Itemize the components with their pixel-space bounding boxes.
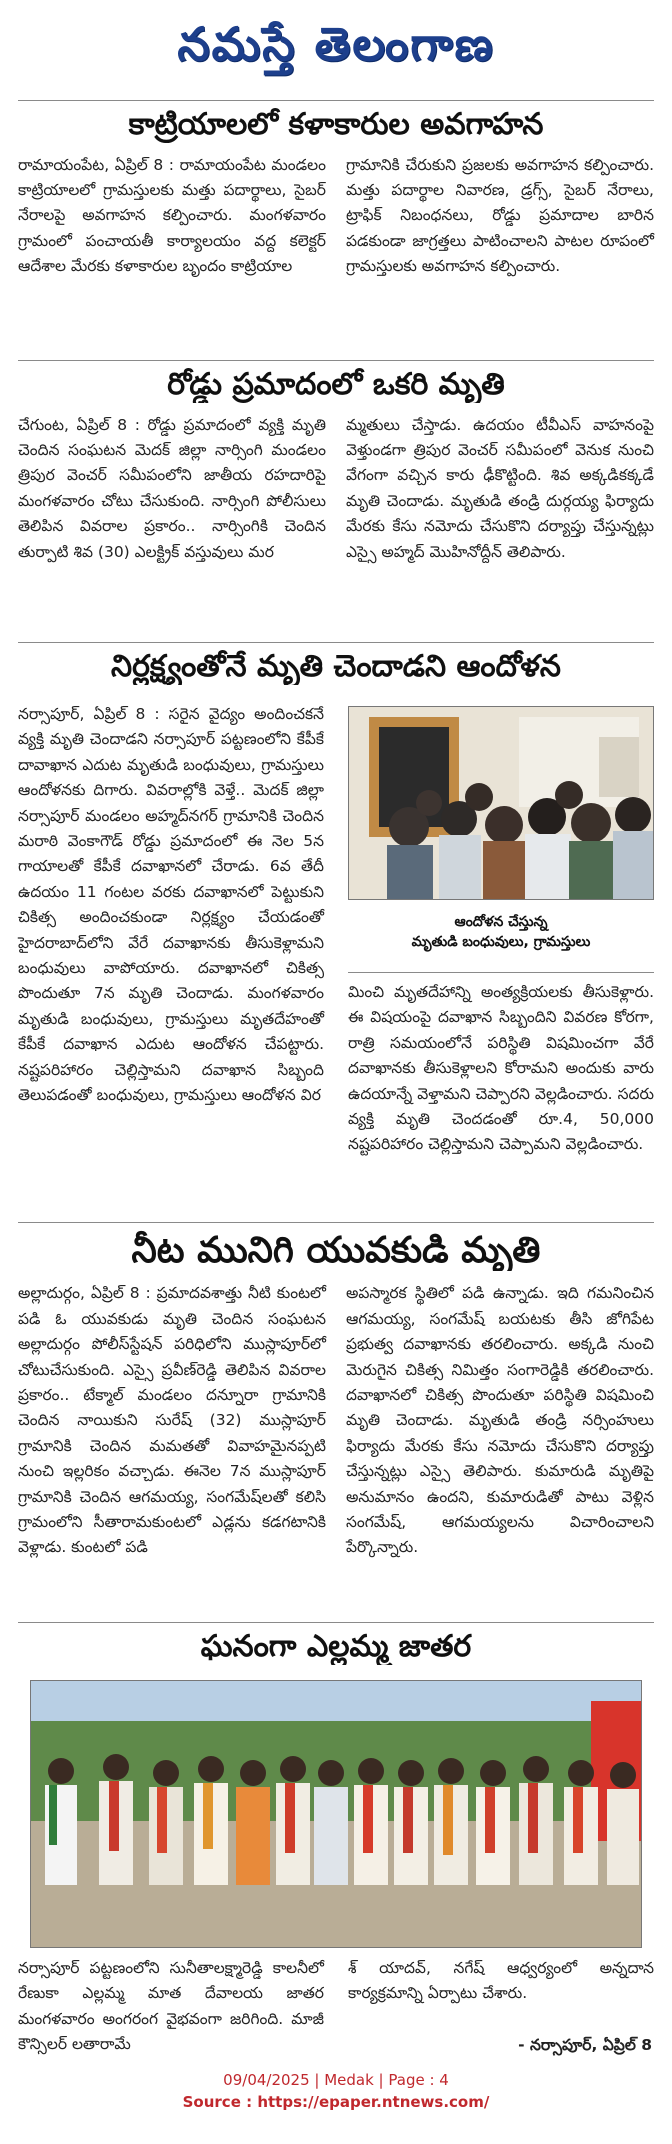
- article-column-2: మ్మతులు చేస్తాడు. ఉదయం టీవీఎస్ వాహనంపై వెళ్తుండగా త్రిపుర వెంచర్ సమీపంలో వెనుక నుంచి వేగంగా వచ్చిన కారు ఢీకొట్టింది. శివ అక్కడికక్కడే మృతి చెందాడు. మృతుడి తండ్రి దుర్గయ్య ఫిర్యాదు మేరకు కేసు నమోదు చేసుకొని దర్యాప్తు చేస్తున్నట్లు ఎస్సై అహ్మద్ మొహినోద్దీన్ తెలిపారు.: [346, 415, 654, 561]
- headline: నిర్లక్ష్యంతోనే మృతి చెందాడని ఆందోళన: [111, 650, 561, 684]
- article-column-1: నర్సాపూర్, ఏప్రిల్ 8 : సరైన వైద్యం అందించకనే వ్యక్తి మృతి చెందాడని నర్సాపూర్ పట్టణంలోని కేపీకే దావాఖాన ఎదుట మృతుడి బంధువులు, గ్రామస్తులు ఆందోళనకు దిగారు. వివరాల్లోకి వెళ్తే.. మెదక్ జిల్లా నర్సాపూర్ మండలం అహ్మద్‌నగర్ గ్రామానికి చెందిన మరాఠి వెంకాగౌడ్ రోడ్డు ప్రమాదంలో ఈ నెల 5న గాయాలతో కేపీకే దవాఖానలో చేరాడు. 6వ తేదీ ఉదయం 11 గంటల వరకు దవాఖానలో పెట్టుకుని చికిత్స అందించకుండా నిర్లక్ష్యం చేయడంతో హైదరాబాద్‌లోని వేరే దవాఖానకు తీసుకెళ్లామని బంధువులు వాపోయారు. దవాఖానలో చికిత్స పొందుతూ 7న మృతి చెందాడు. మంగళవారం మృతుడి బంధువులు, గ్రామస్తులు మృతదేహంతో కేపీకే దవాఖాన ఎదుట ఆందోళన చేపట్టారు. నష్టపరిహారం చెల్లిస్తామని దవాఖాన సిబ్బంది తెలుపడంతో బంధువులు, గ్రామస్తులు ఆందోళన విర: [18, 705, 324, 1105]
- article-column-2: శ్ యాదవ్, నగేష్ ఆధ్వర్యంలో అన్నదాన కార్యక్రమాన్ని ఏర్పాటు చేశారు.: [348, 1959, 654, 2003]
- divider: [18, 642, 654, 643]
- crowd-at-hospital-image: [349, 707, 654, 900]
- page-footer: [0, 2070, 672, 2114]
- headline: రోడ్డు ప్రమాదంలో ఒకరి మృతి: [167, 368, 505, 402]
- article-column-2: మించి మృతదేహాన్ని అంత్యక్రియలకు తీసుకెళ్లారు. ఈ విషయంపై దవాఖాన సిబ్బందిని వివరణ కోరగా, రాత్రి సమయంలోనే పరిస్థితి విషమించగా వేరే దవాఖానకు తీసుకెళ్లాలని కోరామని అందుకు వారు ఉదయాన్నే వెళ్తామని చెప్పారని వెల్లడించారు. సదరు వ్యక్తి మృతి చెందడంతో రూ.4, 50,000 నష్టపరిహారం చెల్లిస్తామని చెప్పామని వెల్లడించారు.: [348, 983, 654, 1154]
- article-body: [18, 413, 654, 565]
- divider: [348, 972, 654, 973]
- masthead-title: నమస్తే తెలంగాణ: [177, 17, 495, 71]
- byline: - నర్సాపూర్, ఏప్రిల్ 8: [518, 2036, 652, 2054]
- group-photo-image: [31, 1681, 642, 1948]
- divider: [18, 1222, 654, 1223]
- article-column-1: నర్సాపూర్ పట్టణంలోని సునీతాలక్ష్మారెడ్డి కాలనీలో రేణుకా ఎల్లమ్మ మాత దేవాలయ జాతర మంగళవారం అంగరంగ వైభవంగా జరిగింది. మాజీ కౌన్సిలర్ లతారామే: [18, 1959, 324, 2054]
- photo-caption: [348, 912, 654, 953]
- article-column-1: అల్లాదుర్గం, ఏప్రిల్ 8 : ప్రమాదవశాత్తు నీటి కుంటలో పడి ఓ యువకుడు మృతి చెందిన సంఘటన అల్లాదుర్గం పోలీస్‌స్టేషన్ పరిధిలోని ముస్లాపూర్‌లో చోటుచేసుకుంది. ఎస్సై ప్రవీణ్‌రెడ్డి తెలిపిన వివరాల ప్రకారం.. టేక్మాల్ మండలం దన్నూరా గ్రామానికి చెందిన నాయికుని సురేష్ (32) ముస్లాపూర్ గ్రామానికి చెందిన మమతతో వివాహమైనప్పటి నుంచి ఇల్లరికం వచ్చాడు. ఈనెల 7న ముస్లాపూర్ గ్రామానికి చెందిన ఆగమయ్య, సంగమేష్‌లతో కలిసి గ్రామంలోని సీతారామకుంటలో ఎడ్లను కడగటానికి వెళ్లాడు. కుంటలో పడి: [18, 1284, 326, 1557]
- divider: [18, 1622, 654, 1623]
- article-yellamma-jatara-headline: [18, 1630, 654, 1674]
- divider: [18, 360, 654, 361]
- article-column-2: గ్రామానికి చేరుకుని ప్రజలకు అవగాహన కల్పించారు. మత్తు పదార్థాల నివారణ, డ్రగ్స్, సైబర్ నేరాలు, ట్రాఫిక్ నిబంధనలు, రోడ్డు ప్రమాదాల బారిన పడకుండా జాగ్రత్తలు పాటించాలని పాటల రూపంలో గ్రామస్తులకు అవగాహన కల్పించారు.: [346, 155, 654, 276]
- protest-photo: [348, 706, 654, 900]
- article-drowning: [18, 1230, 654, 1561]
- headline: ఘనంగా ఎల్లమ్మ జాతర: [200, 1630, 472, 1664]
- masthead: [0, 0, 672, 100]
- article-body: [18, 1281, 654, 1560]
- article-negligence-protest-headline: [18, 650, 654, 690]
- article-column-2: అపస్మారక స్థితిలో పడి ఉన్నాడు. ఇది గమనించిన ఆగమయ్య, సంగమేష్ బయటకు తీసి జోగిపేట ప్రభుత్వ దవాఖానకు తరలించారు. అక్కడి నుంచి మెరుగైన చికిత్స నిమిత్తం సంగారెడ్డికి తరలించారు. దవాఖానలో చికిత్స పొందుతూ పరిస్థితి విషమించి మృతి చెందాడు. మృతుడి తండ్రి నర్సింహులు ఫిర్యాదు మేరకు కేసు నమోదు చేసుకొని దర్యాప్తు చేస్తున్నట్లు ఎస్సై తెలిపారు. కుమారుడి మృతిపై అనుమానం ఉందని, కుమారుడితో పాటు వెళ్లిన సంగమేష్, ఆగమయ్యలను విచారించాలని పేర్కొన్నారు.: [346, 1284, 654, 1557]
- headline: నీట మునిగి యువకుడి మృతి: [131, 1230, 541, 1271]
- article-column-1: రామాయంపేట, ఏప్రిల్ 8 : రామాయంపేట మండలం కాట్రియాలలో గ్రామస్తులకు మత్తు పదార్థాలు, సైబర్ నేరాలపై అవగాహన కల్పించారు. మంగళవారం గ్రామంలో పంచాయతీ కార్యాలయం వద్ద కలెక్టర్ ఆదేశాల మేరకు కళాకారుల బృందం కాట్రియాల: [18, 155, 326, 276]
- jatara-photo: [30, 1680, 642, 1948]
- divider: [18, 100, 654, 101]
- edition-info: 09/04/2025 | Medak | Page : 4: [223, 2071, 449, 2089]
- article-column-1: చేగుంట, ఏప్రిల్ 8 : రోడ్డు ప్రమాదంలో వ్యక్తి మృతి చెందిన సంఘటన మెదక్ జిల్లా నార్సింగి మండలం త్రిపుర వెంచర్ సమీపంలోని జాతీయ రహదారిపై మంగళవారం చోటు చేసుకుంది. నార్సింగి పోలీసులు తెలిపిన వివరాల ప్రకారం.. నార్సింగికి చెందిన తుర్పాటి శివ (30) ఎలక్ట్రిక్ వస్తువులు మర: [18, 415, 326, 561]
- headline: కాట్రియాలలో కళాకారుల అవగాహన: [128, 108, 544, 142]
- article-kalakarula-avagahana: [18, 108, 654, 280]
- photo-caption-line-2: మృతుడి బంధువులు, గ్రామస్తులు: [411, 934, 591, 951]
- article-body: [18, 153, 654, 280]
- source-link[interactable]: Source : https://epaper.ntnews.com/: [182, 2092, 490, 2111]
- article-road-accident: [18, 368, 654, 565]
- photo-caption-line-1: ఆందోళన చేస్తున్న: [454, 914, 548, 930]
